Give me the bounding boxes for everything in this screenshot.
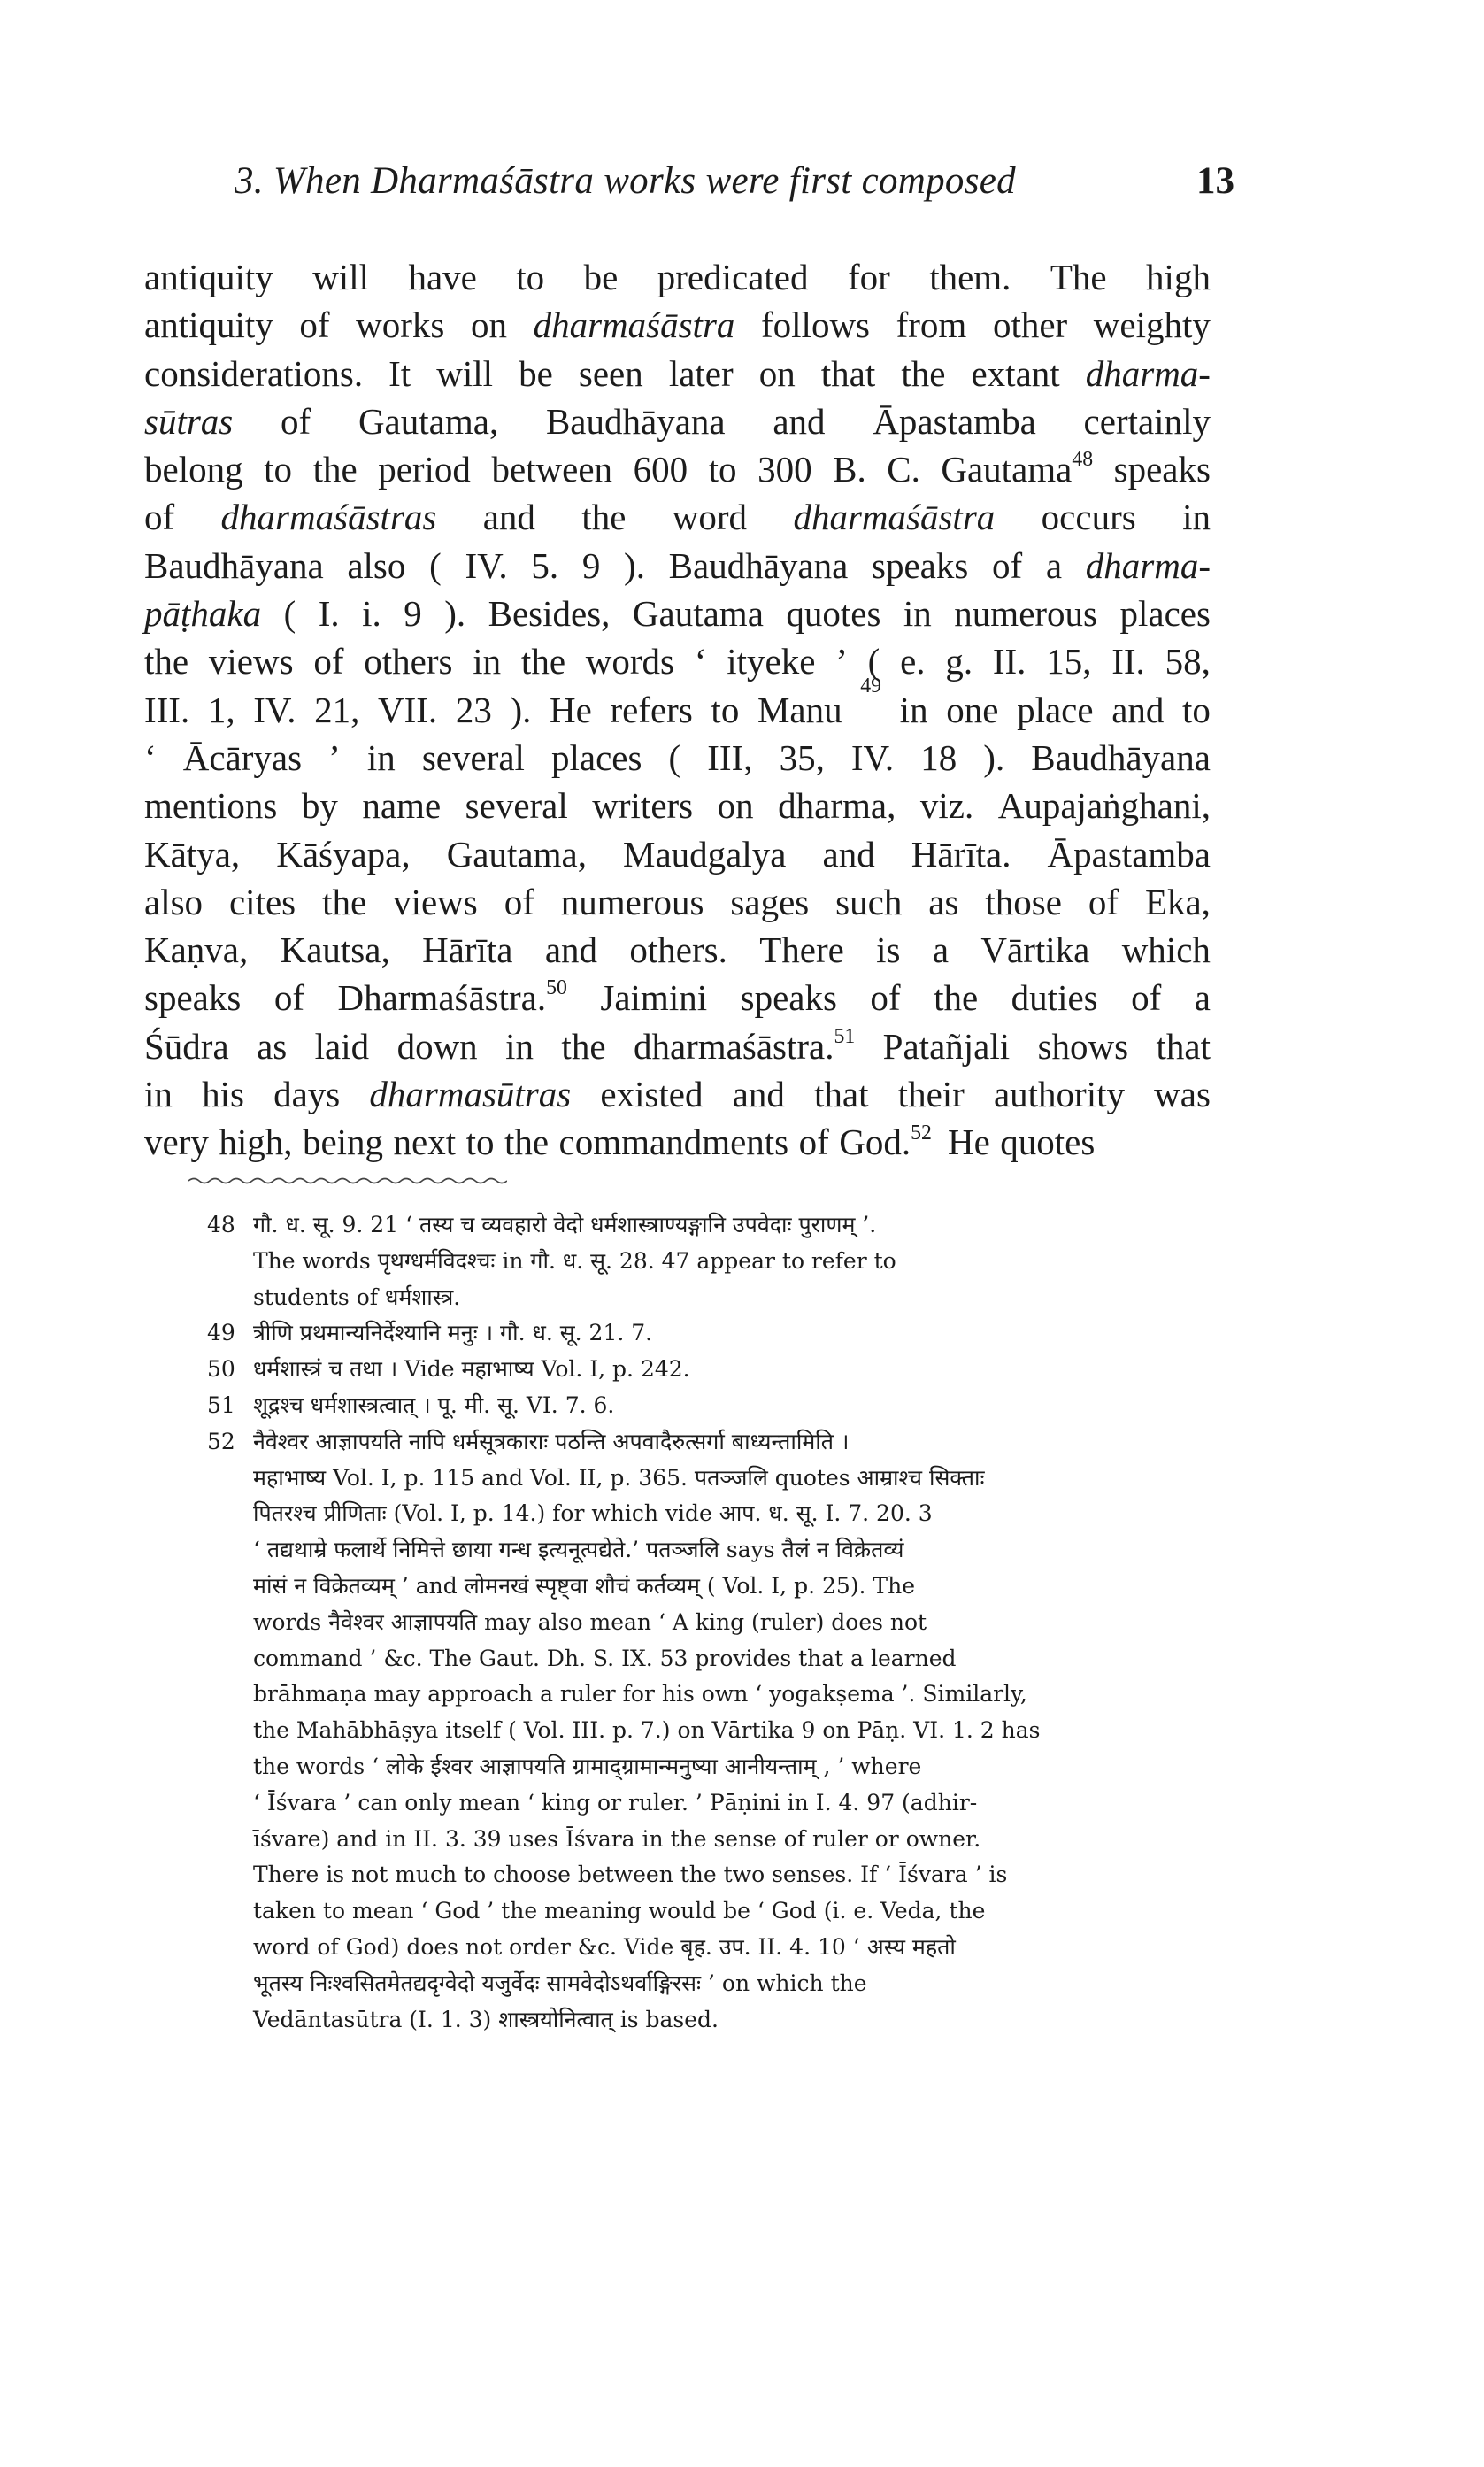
footnote-line: भूतस्य निःश्वसितमेतद्यदृग्वेदो यजुर्वेदः सामवेदोऽथर्वाङ्गिरसः ’ on which the	[253, 1970, 867, 1996]
footnote-number: 49	[207, 1320, 235, 1346]
footnote-line: There is not much to choose between the two senses. If ‘ Īśvara ’ is	[253, 1862, 1008, 1888]
body-line: antiquity of works on dharmaśāstra follows from other weighty	[144, 305, 1211, 346]
footnote-line: students of धर्मशास्त्र.	[253, 1284, 461, 1310]
main-text	[144, 253, 1211, 1167]
footnote-line	[207, 1388, 1211, 1424]
body-line: Śūdra as laid down in the dharmaśāstra.$^{51}$ Patañjali shows that	[144, 1024, 1211, 1067]
footnote-line: मांसं न विक्रेतव्यम् ’ and लोमनखं स्पृष्ट्वा शौचं कर्तव्यम् ( Vol. I, p. 25). The	[253, 1572, 915, 1599]
footnotes	[207, 1207, 1211, 2038]
body-line: also cites the views of numerous sages such as those of Eka,	[144, 881, 1211, 922]
footnote-line: ‘ Īśvara ’ can only mean ‘ king or ruler. ’ Pāṇini in I. 4. 97 (adhir-	[253, 1789, 978, 1816]
footnote-line: īśvare) and in II. 3. 39 uses Īśvara in the sense of ruler or owner.	[253, 1825, 981, 1852]
footnote-line: word of God) does not order &c. Vide बृह. उप. II. 4. 10 ‘ अस्य महतो	[253, 1933, 956, 1960]
footnote-line	[207, 1424, 1211, 1461]
body-line: Kātya, Kāśyapa, Gautama, Maudgalya and Hārīta. Āpastamba	[144, 833, 1211, 875]
footnote-line: the words ‘ लोके ईश्वर आज्ञापयति ग्रामाद्ग्रामान्मनुष्या आनीयन्ताम् , ’ where	[253, 1753, 922, 1779]
body-line: mentions by name several writers on dharma, viz. Aupajaṅghani,	[144, 785, 1211, 827]
body-line: speaks of Dharmaśāstra.$^{50}$ Jaimini speaks of the duties of a	[144, 976, 1211, 1019]
body-line: III. 1, IV. 21, VII. 23 ). He refers to Manu 49 in one place and to	[144, 674, 1211, 730]
body-line: antiquity will have to be predicated for them. The high	[144, 257, 1211, 297]
footnote-text: शूद्रश्च धर्मशास्त्रत्वात् । पू. मी. सू. VI. 7. 6.	[253, 1392, 615, 1418]
footnote-line: brāhmaṇa may approach a ruler for his own ‘ yogakṣema ’. Similarly,	[253, 1681, 1027, 1708]
footnote-line: Vedāntasūtra (I. 1. 3) शास्त्रयोनित्वात् is based.	[253, 2006, 719, 2032]
footnote-text: गौ. ध. सू. 9. 21 ‘ तस्य च व्यवहारो वेदो धर्मशास्त्राण्यङ्गानि उपवेदाः पुराणम् ’.	[253, 1212, 877, 1237]
footnote-line	[207, 1315, 1211, 1352]
footnote-number: 52	[207, 1428, 235, 1454]
footnote-text: त्रीणि प्रथमान्यनिर्देश्यानि मनुः । गौ. ध. सू. 21. 7.	[253, 1320, 653, 1346]
body-line: of dharmaśāstras and the word dharmaśāstra occurs in	[144, 497, 1211, 538]
body-line: ‘ Ācāryas ’ in several places ( III, 35, IV. 18 ). Baudhāyana	[144, 736, 1211, 778]
body-line: sūtras of Gautama, Baudhāyana and Āpastamba certainly	[144, 400, 1211, 442]
footnote-line: the Mahābhāṣya itself ( Vol. III. p. 7.) on Vārtika 9 on Pāṇ. VI. 1. 2 has	[253, 1717, 1041, 1744]
footnote-line: taken to mean ‘ God ’ the meaning would be ‘ God (i. e. Veda, the	[253, 1898, 986, 1924]
footnote-line: पितरश्च प्रीणिताः (Vol. I, p. 14.) for which vide आप. ध. सू. I. 7. 20. 3	[253, 1500, 933, 1527]
running-title: 3. When Dharmaśāstra works were first composed	[235, 160, 1016, 202]
body-line: belong to the period between 600 to 300 B. C. Gautama$^{48}$ speaks	[144, 448, 1211, 490]
footnote-line	[207, 1352, 1211, 1388]
footnote-number: 48	[207, 1212, 235, 1237]
footnote-line: The words पृथग्धर्मविदश्चः in गौ. ध. सू. 28. 47 appear to refer to	[253, 1247, 896, 1274]
running-header	[235, 159, 1234, 216]
footnote-line: words नैवेश्वर आज्ञापयति may also mean ‘ A king (ruler) does not	[253, 1608, 927, 1635]
footnote-text: नैवेश्वर आज्ञापयति नापि धर्मसूत्रकाराः पठन्ति अपवादैरुत्सर्गा बाध्यन्तामिति ।	[253, 1428, 850, 1454]
body-line: very high, being next to the commandments of God.$^{52}$ He quotes	[144, 1121, 1096, 1163]
footnote-text: धर्मशास्त्रं च तथा । Vide महाभाष्य Vol. I, p. 242.	[253, 1356, 690, 1383]
page-number: 13	[1196, 160, 1234, 202]
body-line: pāṭhaka ( I. i. 9 ). Besides, Gautama quotes in numerous places	[144, 593, 1211, 635]
footnote-line: ‘ तद्यथाम्रे फलार्थे निमित्ते छाया गन्ध इत्यनूत्पद्येते.’ पतञ्जलि says तैलं न विक्रेतव्यं	[253, 1537, 904, 1563]
body-line: in his days dharmasūtras existed and that their authority was	[144, 1074, 1211, 1115]
body-line: Baudhāyana also ( IV. 5. 9 ). Baudhāyana speaks of a dharma-	[144, 544, 1211, 586]
footnote-line: command ’ &c. The Gaut. Dh. S. IX. 53 provides that a learned	[253, 1645, 957, 1671]
footnote-number: 50	[207, 1356, 235, 1383]
body-line: Kaṇva, Kautsa, Hārīta and others. There is a Vārtika which	[144, 929, 1211, 971]
body-line: considerations. It will be seen later on that the extant dharma-	[144, 352, 1211, 394]
footnote-number: 51	[207, 1392, 235, 1418]
footnote-line	[207, 1207, 1211, 1244]
footnote-separator	[188, 1175, 507, 1187]
footnote-line: महाभाष्य Vol. I, p. 115 and Vol. II, p. 365. पतञ्जलि quotes आम्राश्च सिक्ताः	[253, 1464, 985, 1491]
body-line: the views of others in the words ‘ ityeke ’ ( e. g. II. 15, II. 58,	[144, 641, 1211, 682]
